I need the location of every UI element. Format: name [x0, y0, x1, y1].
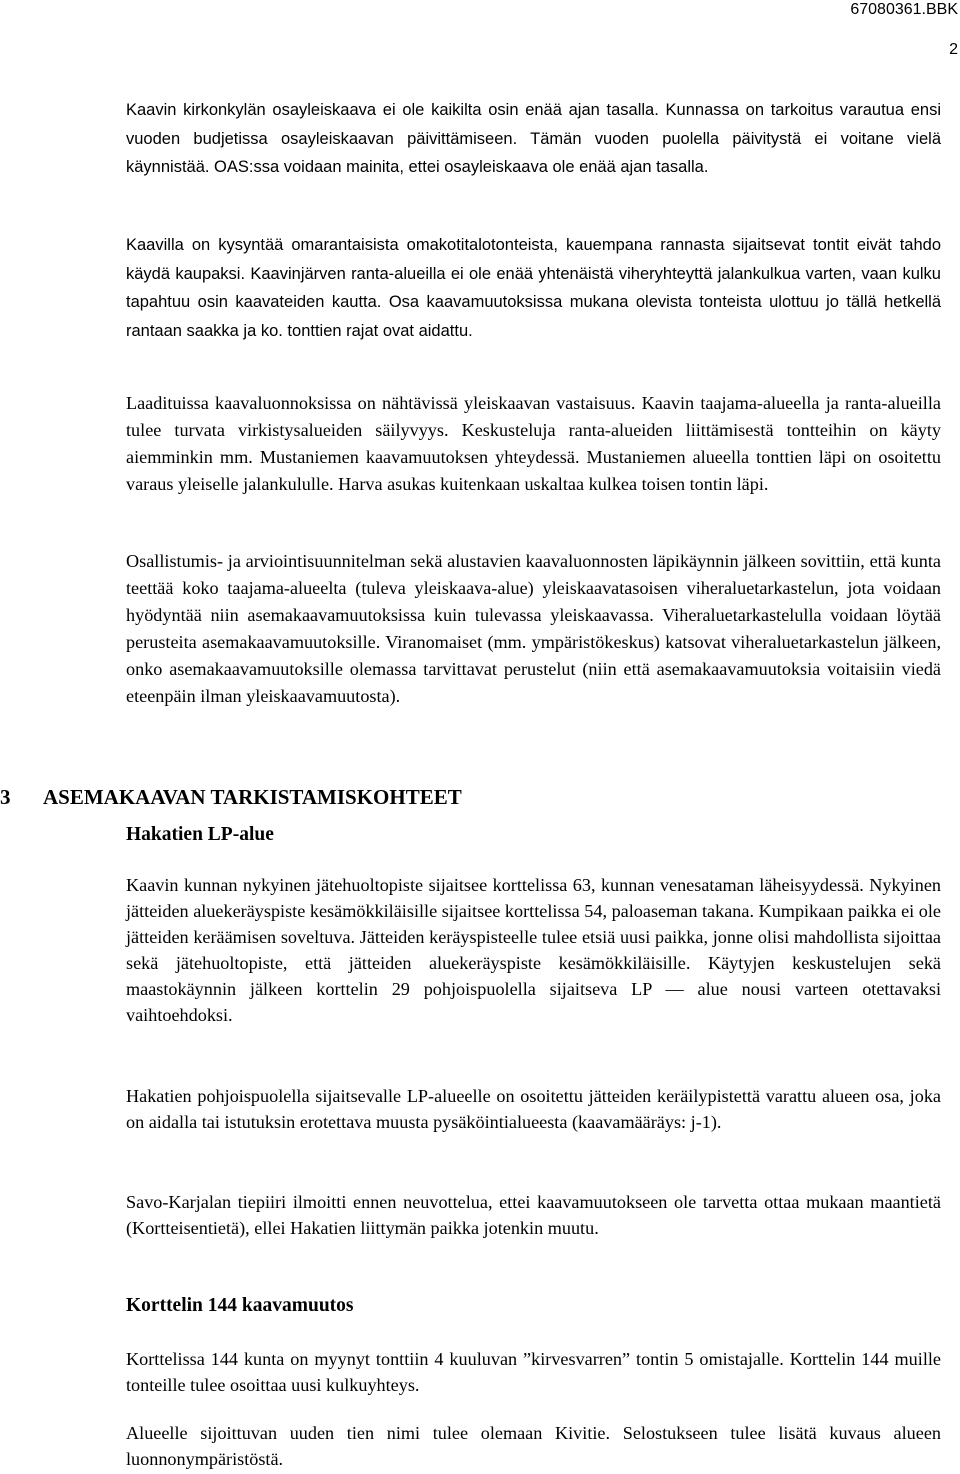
body-paragraph: Kaavilla on kysyntää omarantaisista omakotitalotonteista, kauempana rannasta sijaitsevat tontit eivät tahdo käydä kaupaksi. Kaavinjärven ranta-alueilla ei ole enää yhtenäistä viheryhteyttä jalankulkua varten, vaan kulku tapahtuu osin kaavateiden kautta. Osa kaavamuutoksissa mukana olevista tonteista ulottuu jo tällä hetkellä rantaan saakka ja ko. tonttien rajat ovat aidattu.: [126, 236, 941, 340]
section-number: 3: [0, 785, 11, 809]
page-number: 2: [949, 41, 958, 58]
paragraph-kortteli-144: [126, 1346, 941, 1398]
paragraph-jatehuolto: [126, 872, 941, 1028]
document-id: 67080361.BBK: [850, 1, 958, 18]
paragraph-kivitie: [126, 1420, 941, 1472]
subsection-title-hakatie: Hakatien LP-alue: [126, 824, 274, 845]
paragraph-kaavaluonnokset: [126, 390, 941, 498]
paragraph-osallistumis: [126, 548, 941, 710]
paragraph-osayleiskaava: [126, 96, 941, 182]
body-paragraph: Osallistumis- ja arviointisuunnitelman sekä alustavien kaavaluonnosten läpikäynnin jälkeen sovittiin, että kunta teettää koko taajama-alueelta (tuleva yleiskaava-alue) yleiskaavatasoisen viheraluetarkastelun, jota voidaan hyödyntää niin asemakaavamuutoksissa kuin tulevassa yleiskaavassa. Viheraluetarkastelulla voidaan löytää perusteita asemakaavamuutoksille. Viranomaiset (mm. ympäristökeskus) katsovat viheraluetarkastelun jälkeen, onko asemakaavamuutoksille olemassa tarvittavat perustelut (niin että asemakaavamuutoksia voitaisiin viedä eteenpäin ilman yleiskaavamuutosta).: [126, 551, 941, 706]
body-paragraph: Kaavin kirkonkylän osayleiskaava ei ole kaikilta osin enää ajan tasalla. Kunnassa on tarkoitus varautua ensi vuoden budjetissa osayleiskaavan päivittämiseen. Tämän vuoden puolella päivitystä ei voitane vielä käynnistää. OAS:ssa voidaan mainita, ettei osayleiskaava ole enää ajan tasalla.: [126, 101, 941, 177]
subsection-title-kortteli-144: Korttelin 144 kaavamuutos: [126, 1295, 354, 1316]
body-paragraph: Laadituissa kaavaluonnoksissa on nähtävissä yleiskaavan vastaisuus. Kaavin taajama-alueella ja ranta-alueilla tulee turvata virkistysalueiden säilyvyys. Keskusteluja ranta-alueiden liittämisestä tontteihin on käyty aiemminkin mm. Mustaniemen kaavamuutoksen yhteydessä. Mustaniemen alueella tonttien läpi on osoitettu varaus yleiselle jalankululle. Harva asukas kuitenkaan uskaltaa kulkea toisen tontin läpi.: [126, 393, 941, 494]
paragraph-kysynta: [126, 231, 941, 345]
body-paragraph: Korttelissa 144 kunta on myynyt tonttiin 4 kuuluvan ”kirvesvarren” tontin 5 omistajalle. Korttelin 144 muille tonteille tulee osoittaa uusi kulkuyhteys.: [126, 1349, 941, 1395]
paragraph-lp-alue: [126, 1083, 941, 1135]
body-paragraph: Alueelle sijoittuvan uuden tien nimi tulee olemaan Kivitie. Selostukseen tulee lisätä kuvaus alueen luonnonympäristöstä.: [126, 1423, 941, 1469]
body-paragraph: Savo-Karjalan tiepiiri ilmoitti ennen neuvottelua, ettei kaavamuutokseen ole tarvetta ottaa mukaan maantietä (Kortteisentietä), ellei Hakatien liittymän paikka jotenkin muutu.: [126, 1192, 941, 1238]
section-title: ASEMAKAAVAN TARKISTAMISKOHTEET: [43, 785, 462, 809]
body-paragraph: Hakatien pohjoispuolella sijaitsevalle LP-alueelle on osoitettu jätteiden keräilypistettä varattu alueen osa, joka on aidalla tai istutuksin erotettava muusta pysäköintialueesta (kaavamääräys: j-1).: [126, 1086, 941, 1132]
paragraph-tiepiiri: [126, 1189, 941, 1241]
body-paragraph: Kaavin kunnan nykyinen jätehuoltopiste sijaitsee korttelissa 63, kunnan venesataman läheisyydessä. Nykyinen jätteiden aluekeräyspiste kesämökkiläisille sijaitsee korttelissa 54, paloaseman takana. Kumpikaan paikka ei ole jätteiden keräämisen soveltuva. Jätteiden keräyspisteelle tulee etsiä uusi paikka, jonne olisi mahdollista sijoittaa sekä jätehuoltopiste, että jätteiden aluekeräyspiste kesämökkiläisille. Käytyjen keskustelujen sekä maastokäynnin jälkeen korttelin 29 pohjoispuolella sijaitseva LP — alue nousi varteen otettavaksi vaihtoehdoksi.: [126, 875, 941, 1025]
